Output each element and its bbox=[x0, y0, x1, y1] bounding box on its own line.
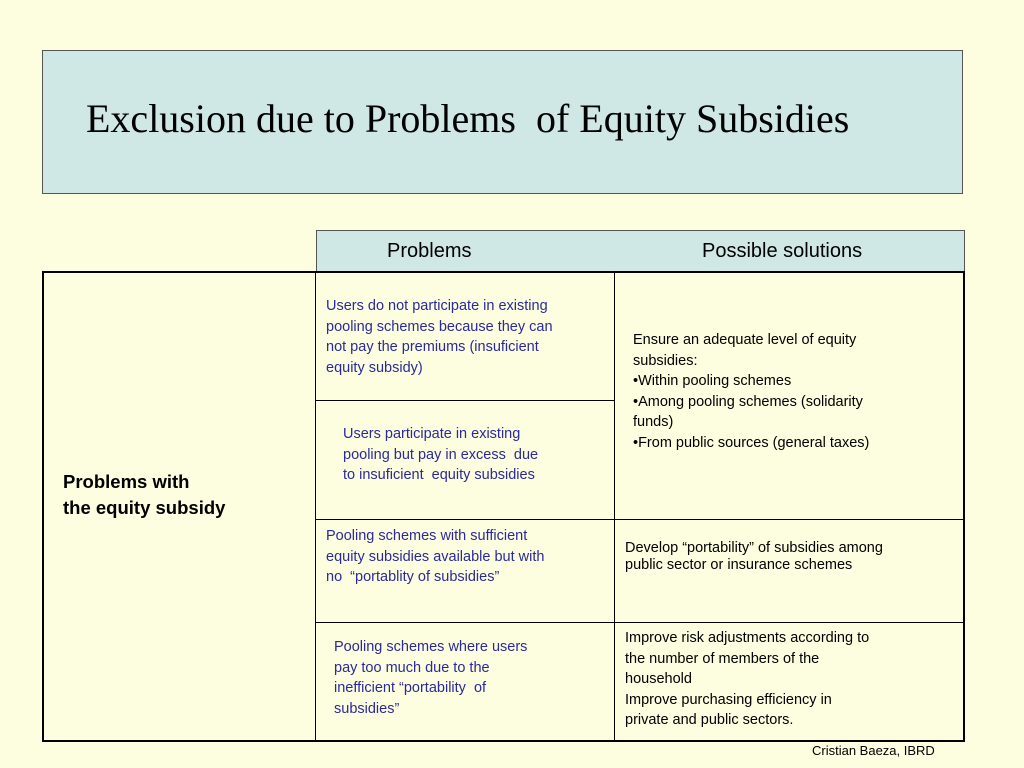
table-header bbox=[316, 230, 965, 273]
slide-title: Exclusion due to Problems of Equity Subsidies bbox=[86, 96, 850, 141]
problem-cell: Users participate in existing pooling but pay in excess due to insuficient equity subsidies bbox=[343, 426, 539, 483]
solution-cell: Ensure an adequate level of equity subsidies: •Within pooling schemes •Among pooling schemes (solidarity funds) •From public sources (general taxes) bbox=[633, 332, 870, 451]
column-divider-right bbox=[614, 272, 615, 741]
problem-cell: Pooling schemes with sufficient equity subsidies available but with no “portablity of subsidies” bbox=[326, 528, 545, 585]
title-banner bbox=[42, 50, 963, 194]
column-divider-left bbox=[315, 272, 316, 741]
solution-cell: Develop “portability” of subsidies among public sector or insurance schemes bbox=[625, 540, 883, 573]
header-possible-solutions: Possible solutions bbox=[702, 240, 863, 262]
row-label-equity-subsidy: Problems with the equity subsidy bbox=[63, 471, 226, 518]
footer-credit: Cristian Baeza, IBRD bbox=[812, 743, 935, 758]
problem-cell: Users do not participate in existing pooling schemes because they can not pay the premiums (insuficient equity subsidy) bbox=[326, 298, 553, 376]
row-divider-problems-1 bbox=[315, 400, 615, 401]
problem-cell: Pooling schemes where users pay too much due to the inefficient “portability of subsidies” bbox=[334, 639, 528, 717]
solution-cell: Improve risk adjustments according to the number of members of the household Improve purchasing efficiency in private and public sectors. bbox=[625, 630, 870, 728]
row-divider-3 bbox=[315, 622, 964, 623]
header-problems: Problems bbox=[387, 240, 472, 262]
row-divider-2 bbox=[315, 519, 964, 520]
